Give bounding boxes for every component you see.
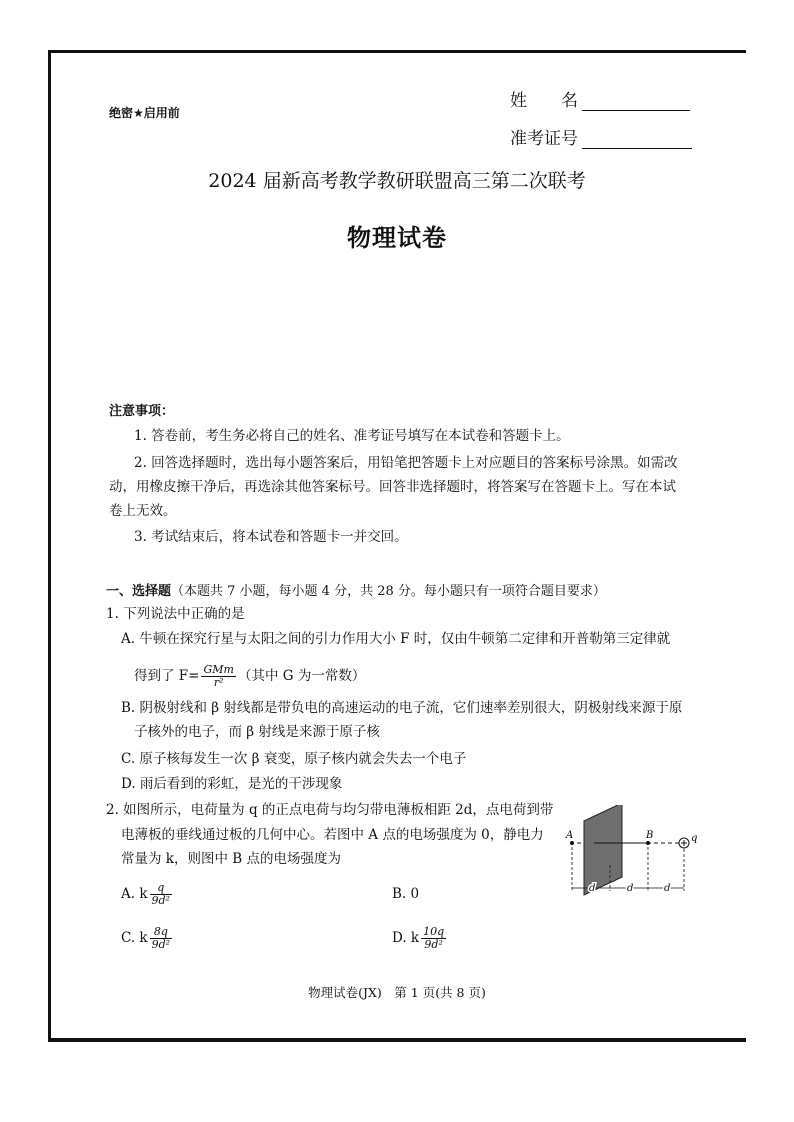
q2-option-d-numerator: 10q (423, 925, 445, 938)
section-heading (106, 580, 606, 599)
note-item-2-line-3: 卷上无效。 (109, 503, 177, 519)
ticket-label: 准考证号 (510, 129, 578, 149)
ticket-field (510, 124, 692, 149)
q1-option-b-line-1: B. 阴极射线和 β 射线都是带负电的高速运动的电子流，它们速率差别很大，阴极射线来源于原 (121, 700, 683, 716)
notes-heading: 注意事项： (109, 404, 175, 419)
q1-stem: 1. 下列说法中正确的是 (106, 606, 245, 622)
name-blank-line (582, 92, 690, 111)
q2-option-d-fraction (421, 926, 446, 951)
q2-option-a (121, 880, 174, 908)
note-item-2-line-1: 2. 回答选择题时，选出每小题答案后，用铅笔把答题卡上对应题目的答案标号涂黑。如需改 (134, 455, 678, 471)
section-desc: （本题共 7 小题，每小题 4 分，共 28 分。每小题只有一项符合题目要求） (171, 584, 606, 599)
q2-option-b: B. 0 (392, 886, 420, 902)
q1-option-a-prefix: 得到了 F= (134, 668, 200, 684)
section-title: 一、选择题 (106, 584, 172, 599)
page-frame-top (48, 50, 746, 53)
dim-label-2: d (627, 883, 634, 894)
q2-option-a-numerator: q (150, 882, 172, 895)
q2-option-d (392, 924, 448, 952)
q2-option-c (121, 924, 174, 952)
q2-option-a-fraction (150, 882, 172, 907)
gravity-formula-numerator: GMm (203, 663, 234, 676)
q2-stem-line-3: 常量为 k，则图中 B 点的电场强度为 (121, 851, 341, 867)
name-field (510, 86, 690, 111)
q1-option-a-suffix: （其中 G 为一常数） (237, 668, 366, 684)
dim-label-1: d (589, 883, 596, 894)
page-frame-bottom (48, 1038, 746, 1042)
q2-option-a-denominator: 9d² (151, 894, 170, 907)
page-footer: 物理试卷(JX) 第 1 页(共 8 页) (308, 985, 486, 1000)
gravity-formula (201, 664, 235, 689)
label-a: A (566, 830, 574, 841)
q2-stem-line-1: 2. 如图所示，电荷量为 q 的正点电荷与均匀带电薄板相距 2d，点电荷到带 (106, 802, 554, 818)
note-item-3: 3. 考试结束后，将本试卷和答题卡一并交回。 (134, 529, 408, 545)
q2-option-c-numerator: 8q (150, 926, 172, 939)
q2-option-d-label: D. k (392, 930, 420, 946)
secret-label: 绝密★启用前 (109, 106, 180, 120)
dim-label-3: d (664, 883, 671, 894)
q2-option-c-denominator: 9d² (151, 938, 171, 951)
name-label: 姓 名 (510, 91, 578, 111)
point-a-dot (570, 841, 574, 845)
exam-title: 2024 届新高考教学教研联盟高三第二次联考 (208, 170, 586, 192)
q2-option-a-label: A. k (121, 886, 148, 902)
q2-option-c-fraction (150, 926, 172, 951)
q2-option-c-label: C. k (121, 930, 148, 946)
charged-plate-figure (560, 805, 710, 900)
q2-option-d-denominator: 9d² (424, 938, 443, 951)
ticket-blank-line (582, 130, 692, 149)
note-item-1: 1. 答卷前，考生务必将自己的姓名、准考证号填写在本试卷和答题卡上。 (134, 428, 570, 444)
point-b-dot (646, 841, 650, 845)
q1-option-a-line-1: A. 牛顿在探究行星与太阳之间的引力作用大小 F 时，仅由牛顿第二定律和开普勒第三定律就 (121, 631, 671, 647)
label-b: B (646, 830, 654, 841)
subject-title: 物理试卷 (347, 224, 447, 252)
gravity-formula-denominator: r² (213, 676, 224, 689)
q1-option-c: C. 原子核每发生一次 β 衰变，原子核内就会失去一个电子 (121, 751, 467, 767)
charged-plate (584, 805, 622, 895)
page-frame-left (48, 50, 51, 1042)
label-q: q (691, 833, 698, 844)
q1-option-d: D. 雨后看到的彩虹，是光的干涉现象 (121, 776, 343, 792)
q2-stem-line-2: 电薄板的垂线通过板的几何中心。若图中 A 点的电场强度为 0，静电力 (121, 827, 544, 843)
note-item-2-line-2: 动，用橡皮擦干净后，再选涂其他答案标号。回答非选择题时，将答案写在答题卡上。写在本试 (109, 479, 676, 495)
q1-option-b-line-2: 子核外的电子，而 β 射线是来源于原子核 (134, 724, 380, 740)
q1-option-a-line-2 (134, 662, 365, 690)
